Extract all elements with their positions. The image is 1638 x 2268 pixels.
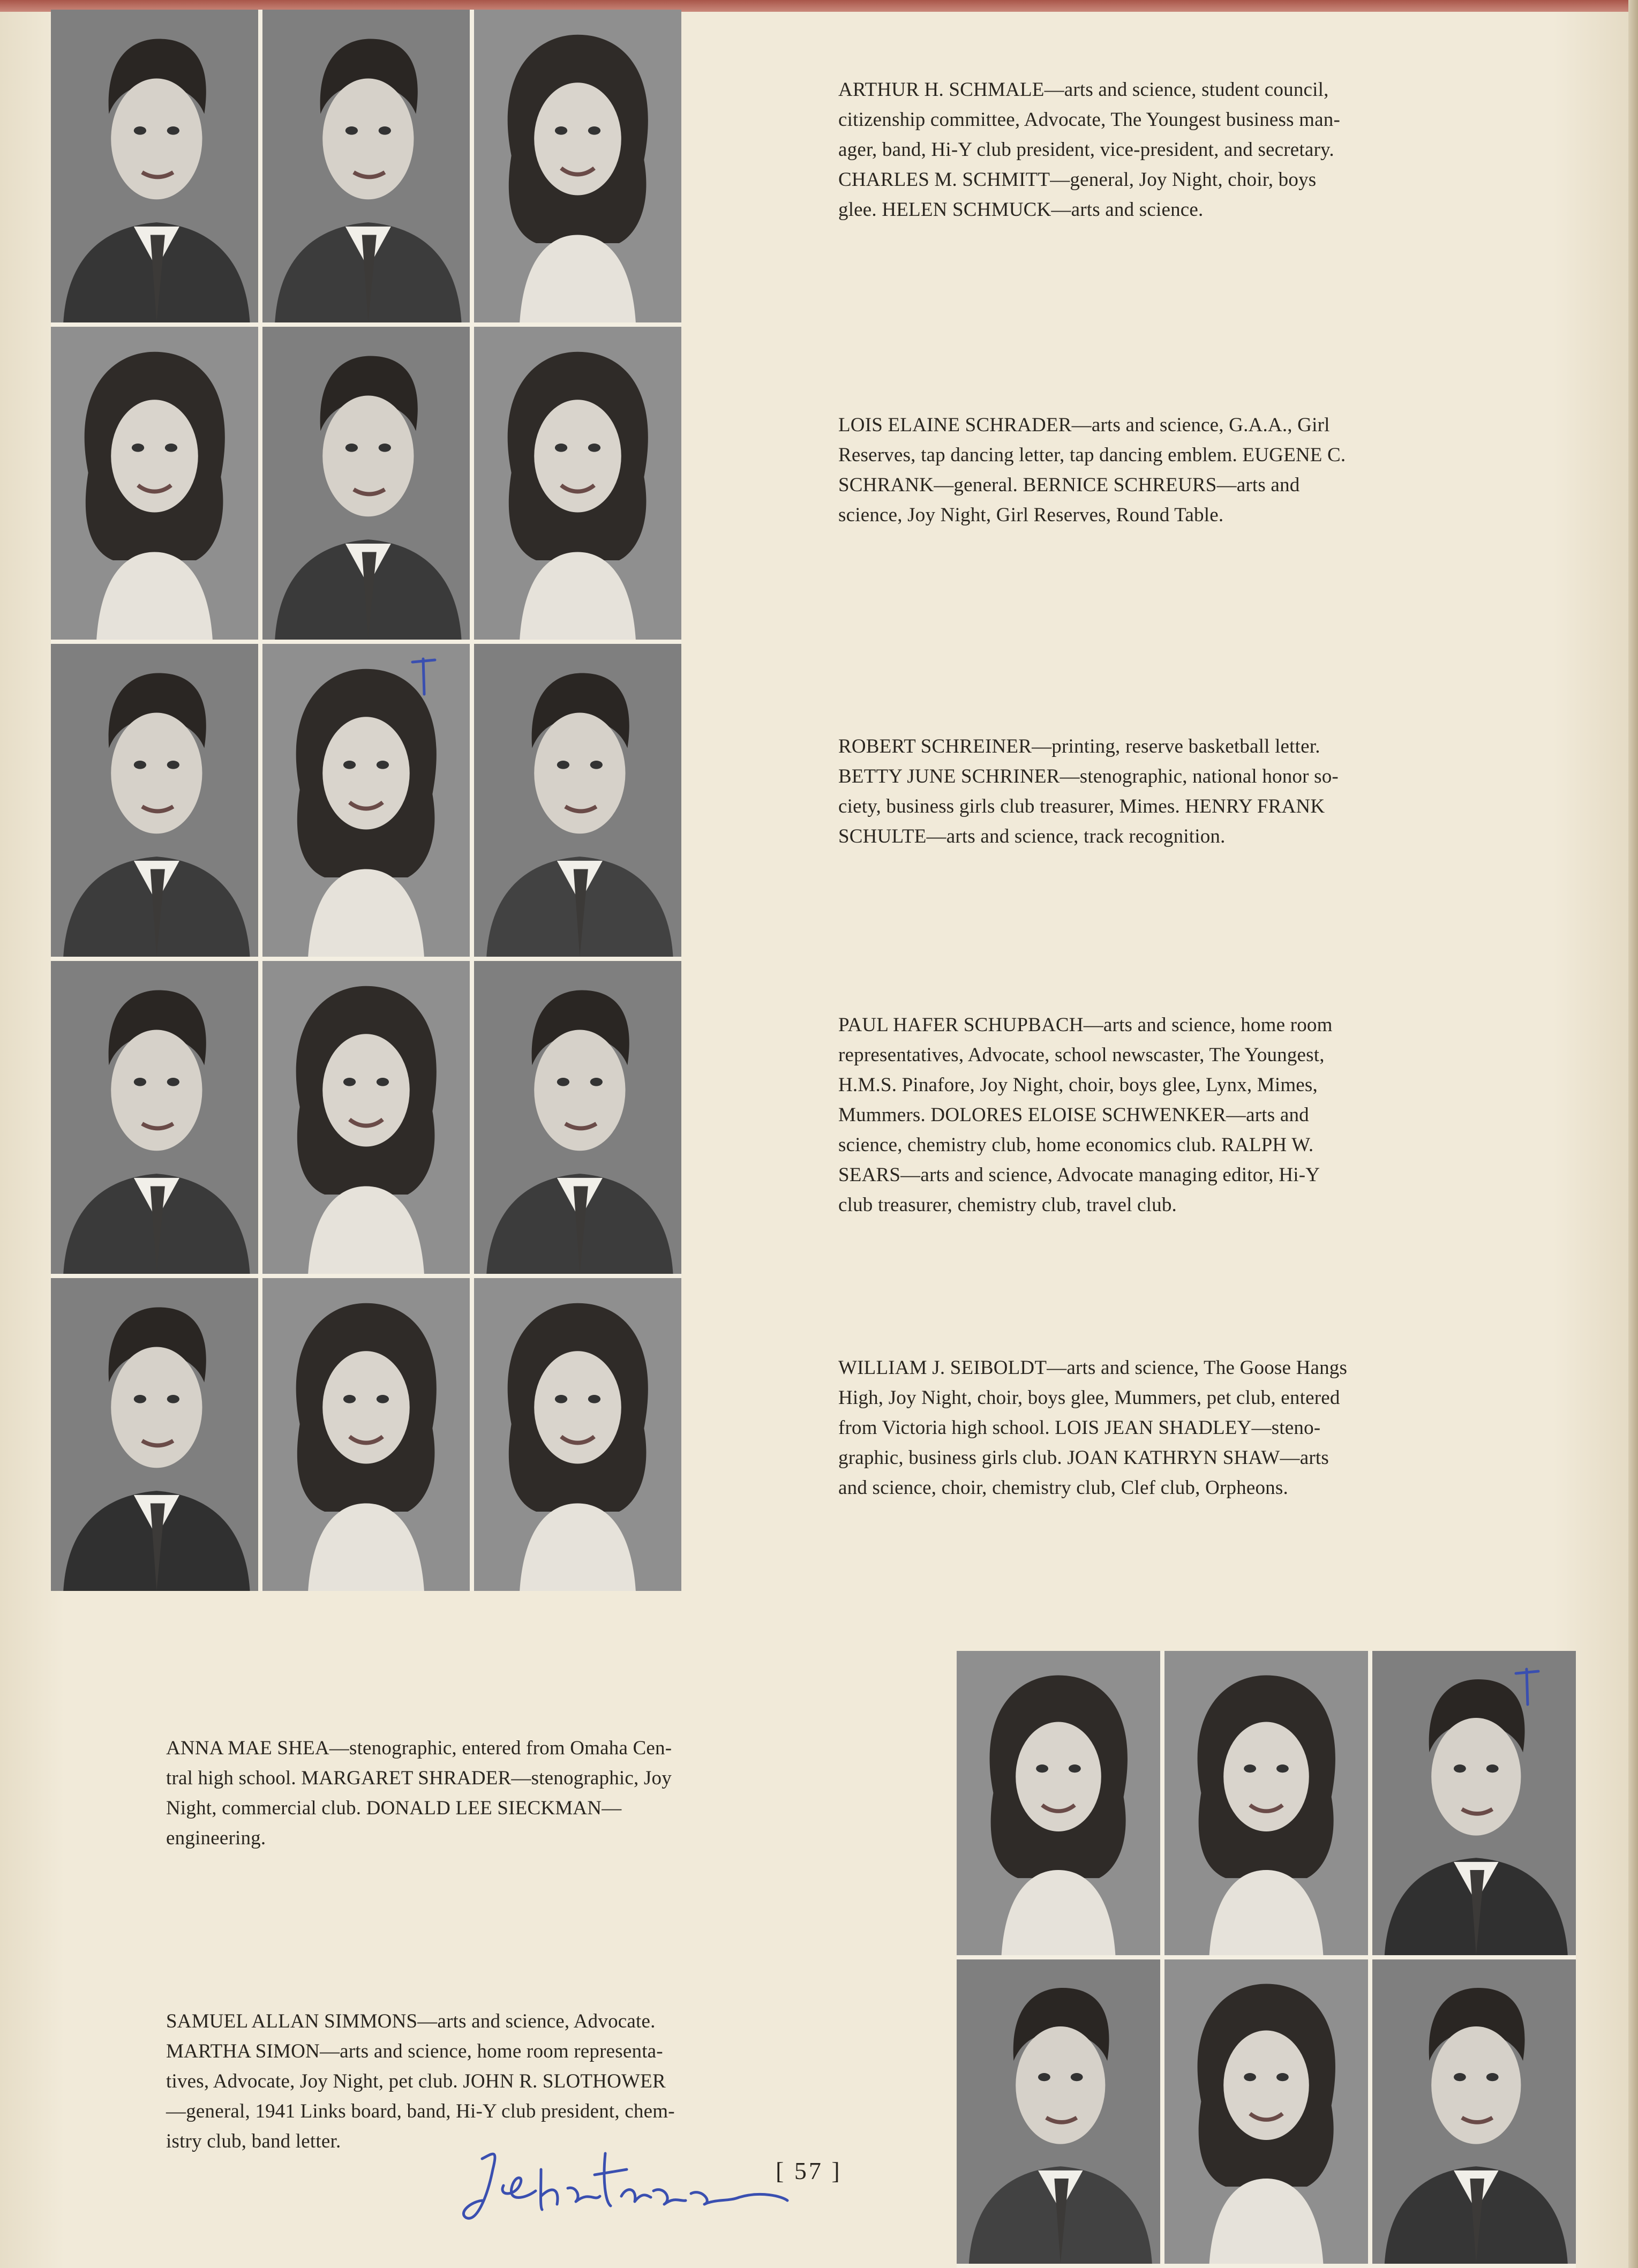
student-portrait-photo <box>1372 1959 1576 2264</box>
caption-block-5 <box>838 1353 1476 1503</box>
caption-line: CHARLES M. SCHMITT—general, Joy Night, choir, boys <box>838 169 1317 191</box>
caption-line: glee. HELEN SCHMUCK—arts and science. <box>838 199 1204 221</box>
caption-line: LOIS ELAINE SCHRADER—arts and science, G.A.A., Girl <box>838 414 1330 436</box>
pen-mark-cross <box>1511 1666 1543 1709</box>
caption-line: —general, 1941 Links board, band, Hi-Y club president, chem- <box>166 2100 675 2122</box>
caption-line: representatives, Advocate, school newscaster, The Youngest, <box>838 1044 1325 1066</box>
student-portrait-photo <box>262 10 470 322</box>
caption-line: from Victoria high school. LOIS JEAN SHADLEY—steno- <box>838 1417 1321 1439</box>
student-portrait-photo <box>51 10 258 322</box>
caption-line: SCHRANK—general. BERNICE SCHREURS—arts and <box>838 474 1300 496</box>
student-portrait-photo <box>474 644 681 957</box>
caption-line: ciety, business girls club treasurer, Mimes. HENRY FRANK <box>838 795 1325 817</box>
caption-line: citizenship committee, Advocate, The Youngest business man- <box>838 109 1340 131</box>
portrait-grid-bottom <box>957 1651 1576 2268</box>
caption-line: BETTY JUNE SCHRINER—stenographic, national honor so- <box>838 765 1339 787</box>
caption-line: tives, Advocate, Joy Night, pet club. JOHN R. SLOTHOWER <box>166 2070 666 2092</box>
caption-line: istry club, band letter. <box>166 2130 341 2152</box>
caption-line: Night, commercial club. DONALD LEE SIECKMAN— <box>166 1797 622 1819</box>
caption-line: WILLIAM J. SEIBOLDT—arts and science, The Goose Hangs <box>838 1357 1348 1379</box>
caption-line: ROBERT SCHREINER—printing, reserve basketball letter. <box>838 735 1320 757</box>
page-binding-edge <box>1628 0 1638 2268</box>
caption-line: SCHULTE—arts and science, track recognition. <box>838 825 1226 847</box>
caption-line: ARTHUR H. SCHMALE—arts and science, student council, <box>838 79 1329 101</box>
student-portrait-photo <box>51 1278 258 1591</box>
caption-line: graphic, business girls club. JOAN KATHRYN SHAW—arts <box>838 1447 1329 1469</box>
student-portrait-photo <box>1164 1959 1368 2264</box>
page-number: [ 57 ] <box>776 2157 842 2184</box>
student-portrait-photo <box>262 961 470 1274</box>
portrait-grid-main <box>51 10 681 1591</box>
caption-block-1 <box>838 75 1476 225</box>
caption-line: club treasurer, chemistry club, travel club. <box>838 1194 1177 1216</box>
student-portrait-photo <box>957 1959 1160 2264</box>
caption-line: Mummers. DOLORES ELOISE SCHWENKER—arts and <box>838 1104 1309 1126</box>
caption-line: tral high school. MARGARET SHRADER—stenographic, Joy <box>166 1767 672 1789</box>
pen-mark-cross <box>407 655 439 697</box>
student-portrait-photo <box>474 961 681 1274</box>
caption-line: PAUL HAFER SCHUPBACH—arts and science, home room <box>838 1014 1333 1036</box>
student-portrait-photo <box>1164 1651 1368 1955</box>
caption-line: Reserves, tap dancing letter, tap dancing emblem. EUGENE C. <box>838 444 1346 466</box>
caption-line: science, chemistry club, home economics club. RALPH W. <box>838 1134 1314 1156</box>
student-portrait-photo <box>1372 1651 1576 1955</box>
caption-line: High, Joy Night, choir, boys glee, Mummers, pet club, entered <box>838 1387 1340 1409</box>
student-portrait-photo <box>474 327 681 640</box>
student-portrait-photo <box>474 1278 681 1591</box>
caption-line: ANNA MAE SHEA—stenographic, entered from Omaha Cen- <box>166 1737 672 1759</box>
student-portrait-photo <box>51 961 258 1274</box>
caption-line: ager, band, Hi-Y club president, vice-president, and secretary. <box>838 139 1334 161</box>
student-portrait-photo <box>51 327 258 640</box>
handwritten-signature <box>461 2137 793 2234</box>
caption-line: SAMUEL ALLAN SIMMONS—arts and science, Advocate. <box>166 2010 656 2032</box>
caption-line: MARTHA SIMON—arts and science, home room representa- <box>166 2040 663 2062</box>
caption-line: science, Joy Night, Girl Reserves, Round Table. <box>838 504 1224 526</box>
caption-line: SEARS—arts and science, Advocate managing editor, Hi-Y <box>838 1164 1320 1186</box>
student-portrait-photo <box>262 327 470 640</box>
student-portrait-photo <box>474 10 681 322</box>
caption-line: and science, choir, chemistry club, Clef club, Orpheons. <box>838 1477 1288 1499</box>
student-portrait-photo <box>957 1651 1160 1955</box>
caption-block-7 <box>166 2007 795 2157</box>
caption-block-2 <box>838 410 1476 530</box>
caption-block-3 <box>838 732 1476 852</box>
caption-block-4 <box>838 1010 1476 1220</box>
student-portrait-photo <box>51 644 258 957</box>
caption-block-6 <box>166 1733 795 1853</box>
caption-line: H.M.S. Pinafore, Joy Night, choir, boys glee, Lynx, Mimes, <box>838 1074 1318 1096</box>
caption-line: engineering. <box>166 1827 266 1849</box>
student-portrait-photo <box>262 1278 470 1591</box>
